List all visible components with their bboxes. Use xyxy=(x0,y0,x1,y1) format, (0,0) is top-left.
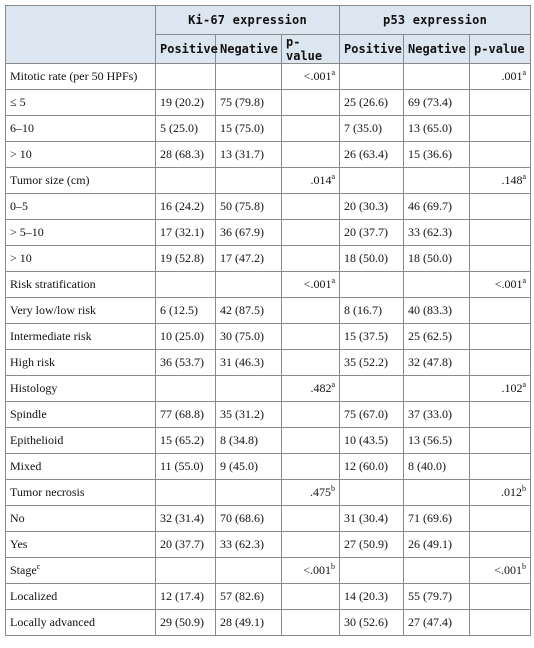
row-label-text: Mitotic rate (per 50 HPFs) xyxy=(10,69,138,83)
row-label-text: Mixed xyxy=(10,459,42,473)
row-label-text: 0–5 xyxy=(10,199,28,213)
count-cell xyxy=(156,220,216,246)
row-label xyxy=(6,90,156,116)
count-text: 42 (87.5) xyxy=(220,303,264,317)
count-cell xyxy=(404,90,470,116)
count-text: 31 (30.4) xyxy=(344,511,389,525)
row-label xyxy=(6,506,156,532)
count-cell xyxy=(216,142,282,168)
row-label-text: Yes xyxy=(10,537,28,551)
header-corner xyxy=(6,6,156,64)
table-row xyxy=(6,532,531,558)
count-text: 20 (30.3) xyxy=(344,199,389,213)
column-header: p-value xyxy=(470,35,531,64)
count-text: 20 (37.7) xyxy=(160,537,204,551)
p-value-cell xyxy=(470,428,531,454)
count-cell xyxy=(340,194,404,220)
p-value-cell xyxy=(282,90,340,116)
count-cell xyxy=(404,272,470,298)
p-value-cell xyxy=(470,64,531,90)
footnote-marker: a xyxy=(522,276,527,285)
count-cell xyxy=(156,168,216,194)
count-text: 27 (47.4) xyxy=(408,615,453,629)
count-text: 33 (62.3) xyxy=(408,225,453,239)
count-text: 16 (24.2) xyxy=(160,199,204,213)
count-cell xyxy=(156,350,216,376)
table-row xyxy=(6,558,531,584)
count-cell xyxy=(216,610,282,636)
count-cell xyxy=(216,220,282,246)
p-value-cell xyxy=(470,480,531,506)
count-cell xyxy=(216,584,282,610)
p-value-cell xyxy=(470,584,531,610)
row-label xyxy=(6,298,156,324)
count-text: 33 (62.3) xyxy=(220,537,264,551)
count-cell xyxy=(404,298,470,324)
table-row xyxy=(6,480,531,506)
count-text: 15 (75.0) xyxy=(220,121,264,135)
count-cell xyxy=(156,480,216,506)
count-cell xyxy=(216,350,282,376)
count-text: 32 (47.8) xyxy=(408,355,453,369)
p-value-cell xyxy=(282,428,340,454)
count-cell xyxy=(404,402,470,428)
row-label xyxy=(6,324,156,350)
p-value-cell xyxy=(470,324,531,350)
p-value-cell xyxy=(470,298,531,324)
p-value-text: .475 xyxy=(310,485,332,499)
count-cell xyxy=(340,454,404,480)
count-text: 13 (65.0) xyxy=(408,121,453,135)
p-value-text: <.001 xyxy=(494,277,523,291)
count-cell xyxy=(216,168,282,194)
count-cell xyxy=(216,402,282,428)
count-cell xyxy=(156,558,216,584)
table-row xyxy=(6,272,531,298)
row-label-text: Tumor size (cm) xyxy=(10,173,90,187)
count-cell xyxy=(340,558,404,584)
p-value-cell xyxy=(282,168,340,194)
count-text: 10 (43.5) xyxy=(344,433,389,447)
count-cell xyxy=(216,324,282,350)
count-cell xyxy=(156,194,216,220)
p-value-cell xyxy=(282,194,340,220)
count-text: 50 (75.8) xyxy=(220,199,264,213)
count-cell xyxy=(340,246,404,272)
count-cell xyxy=(404,324,470,350)
count-text: 8 (16.7) xyxy=(344,303,383,317)
count-cell xyxy=(216,64,282,90)
row-label xyxy=(6,532,156,558)
p-value-cell xyxy=(282,506,340,532)
count-cell xyxy=(340,584,404,610)
row-label xyxy=(6,64,156,90)
count-text: 11 (55.0) xyxy=(160,459,204,473)
row-label-text: Locally advanced xyxy=(10,615,95,629)
count-text: 57 (82.6) xyxy=(220,589,264,603)
p-value-text: <.001 xyxy=(303,563,332,577)
count-cell xyxy=(216,558,282,584)
p-value-text: .001 xyxy=(501,69,523,83)
count-cell xyxy=(404,506,470,532)
count-cell xyxy=(404,220,470,246)
count-cell xyxy=(340,272,404,298)
p-value-cell xyxy=(282,558,340,584)
count-cell xyxy=(404,116,470,142)
count-text: 15 (37.5) xyxy=(344,329,389,343)
p-value-cell xyxy=(282,402,340,428)
count-text: 30 (52.6) xyxy=(344,615,389,629)
count-text: 6 (12.5) xyxy=(160,303,198,317)
column-header: p-value xyxy=(282,35,340,64)
count-text: 46 (69.7) xyxy=(408,199,453,213)
count-cell xyxy=(216,454,282,480)
count-cell xyxy=(404,532,470,558)
table-row xyxy=(6,298,531,324)
row-label-text: > 10 xyxy=(10,147,32,161)
p-value-cell xyxy=(470,220,531,246)
count-text: 40 (83.3) xyxy=(408,303,453,317)
count-text: 28 (68.3) xyxy=(160,147,204,161)
p-value-cell xyxy=(282,350,340,376)
p-value-text: .102 xyxy=(501,381,523,395)
count-text: 71 (69.6) xyxy=(408,511,453,525)
count-cell xyxy=(340,506,404,532)
count-cell xyxy=(404,480,470,506)
count-cell xyxy=(156,376,216,402)
row-label xyxy=(6,168,156,194)
count-text: 26 (49.1) xyxy=(408,537,453,551)
row-label-text: High risk xyxy=(10,355,55,369)
count-cell xyxy=(404,142,470,168)
table-row xyxy=(6,506,531,532)
table-row xyxy=(6,90,531,116)
count-text: 13 (56.5) xyxy=(408,433,453,447)
count-text: 32 (31.4) xyxy=(160,511,204,525)
count-cell xyxy=(404,610,470,636)
p-value-cell xyxy=(282,532,340,558)
row-label xyxy=(6,428,156,454)
p-value-text: .014 xyxy=(310,173,332,187)
row-label-text: Spindle xyxy=(10,407,47,421)
count-cell xyxy=(216,480,282,506)
footnote-marker: b xyxy=(331,562,336,571)
count-cell xyxy=(156,90,216,116)
table-row xyxy=(6,610,531,636)
p-value-cell xyxy=(470,402,531,428)
count-cell xyxy=(340,376,404,402)
count-cell xyxy=(340,64,404,90)
count-text: 29 (50.9) xyxy=(160,615,204,629)
footnote-marker: a xyxy=(522,68,527,77)
row-label-text: Very low/low risk xyxy=(10,303,96,317)
p-value-text: .148 xyxy=(501,173,523,187)
table-row xyxy=(6,454,531,480)
row-label xyxy=(6,402,156,428)
count-cell xyxy=(340,428,404,454)
footnote-marker: a xyxy=(331,68,336,77)
count-cell xyxy=(156,610,216,636)
count-text: 15 (65.2) xyxy=(160,433,204,447)
p-value-text: .482 xyxy=(310,381,332,395)
count-cell xyxy=(404,350,470,376)
table-row xyxy=(6,376,531,402)
count-text: 75 (67.0) xyxy=(344,407,389,421)
count-cell xyxy=(216,90,282,116)
count-text: 35 (52.2) xyxy=(344,355,389,369)
count-cell xyxy=(340,480,404,506)
count-cell xyxy=(156,116,216,142)
table-row xyxy=(6,584,531,610)
p-value-cell xyxy=(470,610,531,636)
table-row xyxy=(6,168,531,194)
count-cell xyxy=(340,402,404,428)
count-cell xyxy=(216,532,282,558)
count-text: 36 (53.7) xyxy=(160,355,204,369)
footnote-marker: b xyxy=(522,562,527,571)
row-label xyxy=(6,350,156,376)
table-row xyxy=(6,116,531,142)
count-cell xyxy=(156,298,216,324)
p-value-cell xyxy=(282,454,340,480)
row-label xyxy=(6,116,156,142)
count-cell xyxy=(156,428,216,454)
footnote-marker: a xyxy=(331,276,336,285)
count-cell xyxy=(156,584,216,610)
count-text: 19 (20.2) xyxy=(160,95,204,109)
row-label-text: ≤ 5 xyxy=(10,95,26,109)
count-text: 17 (32.1) xyxy=(160,225,204,239)
count-text: 12 (17.4) xyxy=(160,589,204,603)
count-text: 17 (47.2) xyxy=(220,251,264,265)
row-label-text: Tumor necrosis xyxy=(10,485,85,499)
footnote-marker: c xyxy=(36,562,41,571)
count-text: 28 (49.1) xyxy=(220,615,264,629)
count-cell xyxy=(404,246,470,272)
count-text: 15 (36.6) xyxy=(408,147,453,161)
count-text: 55 (79.7) xyxy=(408,589,453,603)
count-cell xyxy=(340,532,404,558)
row-label xyxy=(6,194,156,220)
count-cell xyxy=(340,142,404,168)
p-value-cell xyxy=(282,220,340,246)
count-cell xyxy=(340,610,404,636)
count-cell xyxy=(156,272,216,298)
row-label-text: Histology xyxy=(10,381,58,395)
count-text: 10 (25.0) xyxy=(160,329,204,343)
count-cell xyxy=(156,532,216,558)
table-row xyxy=(6,402,531,428)
row-label-text: Localized xyxy=(10,589,58,603)
row-label xyxy=(6,584,156,610)
row-label xyxy=(6,480,156,506)
count-cell xyxy=(340,298,404,324)
p-value-cell xyxy=(470,142,531,168)
count-cell xyxy=(216,506,282,532)
p-value-cell xyxy=(282,584,340,610)
ki67-group-header: Ki-67 expression xyxy=(156,6,340,35)
count-cell xyxy=(404,584,470,610)
count-cell xyxy=(340,90,404,116)
count-cell xyxy=(404,168,470,194)
table-body xyxy=(6,64,531,636)
row-label xyxy=(6,558,156,584)
count-cell xyxy=(216,428,282,454)
p-value-cell xyxy=(282,64,340,90)
p-value-cell xyxy=(470,116,531,142)
p-value-cell xyxy=(470,376,531,402)
table-row xyxy=(6,324,531,350)
count-text: 25 (26.6) xyxy=(344,95,389,109)
count-text: 7 (35.0) xyxy=(344,121,383,135)
row-label-text: Intermediate risk xyxy=(10,329,92,343)
count-cell xyxy=(216,246,282,272)
count-cell xyxy=(404,194,470,220)
footnote-marker: a xyxy=(331,380,336,389)
count-cell xyxy=(156,402,216,428)
count-text: 8 (34.8) xyxy=(220,433,258,447)
column-header: Negative xyxy=(404,35,470,64)
p-value-cell xyxy=(470,454,531,480)
footnote-marker: b xyxy=(522,484,527,493)
footnote-marker: a xyxy=(522,172,527,181)
row-label xyxy=(6,142,156,168)
row-label xyxy=(6,272,156,298)
p-value-text: <.001 xyxy=(494,563,523,577)
row-label-text: No xyxy=(10,511,25,525)
count-text: 26 (63.4) xyxy=(344,147,389,161)
p-value-cell xyxy=(282,246,340,272)
row-label-text: > 5–10 xyxy=(10,225,44,239)
count-text: 25 (62.5) xyxy=(408,329,453,343)
table-row xyxy=(6,350,531,376)
p-value-cell xyxy=(282,298,340,324)
count-cell xyxy=(404,376,470,402)
p-value-cell xyxy=(470,532,531,558)
data-table xyxy=(5,5,531,636)
count-cell xyxy=(340,350,404,376)
count-cell xyxy=(404,64,470,90)
count-cell xyxy=(404,428,470,454)
count-text: 19 (52.8) xyxy=(160,251,204,265)
column-header: Negative xyxy=(216,35,282,64)
row-label-text: 6–10 xyxy=(10,121,34,135)
count-text: 20 (37.7) xyxy=(344,225,389,239)
table-row xyxy=(6,428,531,454)
p-value-cell xyxy=(470,558,531,584)
table-row xyxy=(6,142,531,168)
p-value-cell xyxy=(282,480,340,506)
count-cell xyxy=(340,220,404,246)
count-cell xyxy=(156,324,216,350)
count-cell xyxy=(216,298,282,324)
count-cell xyxy=(156,64,216,90)
p-value-cell xyxy=(282,376,340,402)
count-text: 36 (67.9) xyxy=(220,225,264,239)
p-value-cell xyxy=(470,350,531,376)
p-value-cell xyxy=(470,506,531,532)
count-text: 9 (45.0) xyxy=(220,459,258,473)
p53-group-header: p53 expression xyxy=(340,6,531,35)
p-value-cell xyxy=(470,272,531,298)
count-text: 8 (40.0) xyxy=(408,459,447,473)
p-value-cell xyxy=(470,168,531,194)
count-cell xyxy=(404,558,470,584)
p-value-cell xyxy=(470,90,531,116)
count-text: 75 (79.8) xyxy=(220,95,264,109)
count-text: 13 (31.7) xyxy=(220,147,264,161)
row-label xyxy=(6,610,156,636)
count-cell xyxy=(216,194,282,220)
p-value-cell xyxy=(282,610,340,636)
count-text: 12 (60.0) xyxy=(344,459,389,473)
table-row xyxy=(6,246,531,272)
count-text: 70 (68.6) xyxy=(220,511,264,525)
count-text: 30 (75.0) xyxy=(220,329,264,343)
count-text: 5 (25.0) xyxy=(160,121,198,135)
row-label-text: Epithelioid xyxy=(10,433,64,447)
count-cell xyxy=(156,506,216,532)
row-label xyxy=(6,454,156,480)
footnote-marker: b xyxy=(331,484,336,493)
footnote-marker: a xyxy=(331,172,336,181)
row-label xyxy=(6,220,156,246)
count-cell xyxy=(216,116,282,142)
count-cell xyxy=(340,168,404,194)
row-label xyxy=(6,376,156,402)
count-cell xyxy=(156,142,216,168)
table-row xyxy=(6,194,531,220)
p-value-cell xyxy=(282,272,340,298)
footnote-marker: a xyxy=(522,380,527,389)
p-value-text: .012 xyxy=(501,485,523,499)
row-label-text: Risk stratification xyxy=(10,277,96,291)
count-cell xyxy=(340,116,404,142)
p-value-cell xyxy=(470,194,531,220)
count-text: 27 (50.9) xyxy=(344,537,389,551)
p-value-text: <.001 xyxy=(303,69,332,83)
count-cell xyxy=(216,272,282,298)
count-text: 37 (33.0) xyxy=(408,407,453,421)
count-cell xyxy=(216,376,282,402)
p-value-text: <.001 xyxy=(303,277,332,291)
count-text: 14 (20.3) xyxy=(344,589,389,603)
p-value-cell xyxy=(282,116,340,142)
count-text: 77 (68.8) xyxy=(160,407,204,421)
count-cell xyxy=(340,324,404,350)
p-value-cell xyxy=(470,246,531,272)
row-label-text: > 10 xyxy=(10,251,32,265)
column-header: Positive xyxy=(156,35,216,64)
count-text: 18 (50.0) xyxy=(344,251,389,265)
count-text: 31 (46.3) xyxy=(220,355,264,369)
table-row xyxy=(6,64,531,90)
p-value-cell xyxy=(282,142,340,168)
count-text: 69 (73.4) xyxy=(408,95,453,109)
count-cell xyxy=(156,246,216,272)
column-header: Positive xyxy=(340,35,404,64)
table-row xyxy=(6,220,531,246)
count-text: 18 (50.0) xyxy=(408,251,453,265)
p-value-cell xyxy=(282,324,340,350)
row-label xyxy=(6,246,156,272)
count-text: 35 (31.2) xyxy=(220,407,264,421)
row-label-text: Stage xyxy=(10,563,37,577)
group-header-row xyxy=(6,6,531,35)
count-cell xyxy=(156,454,216,480)
count-cell xyxy=(404,454,470,480)
